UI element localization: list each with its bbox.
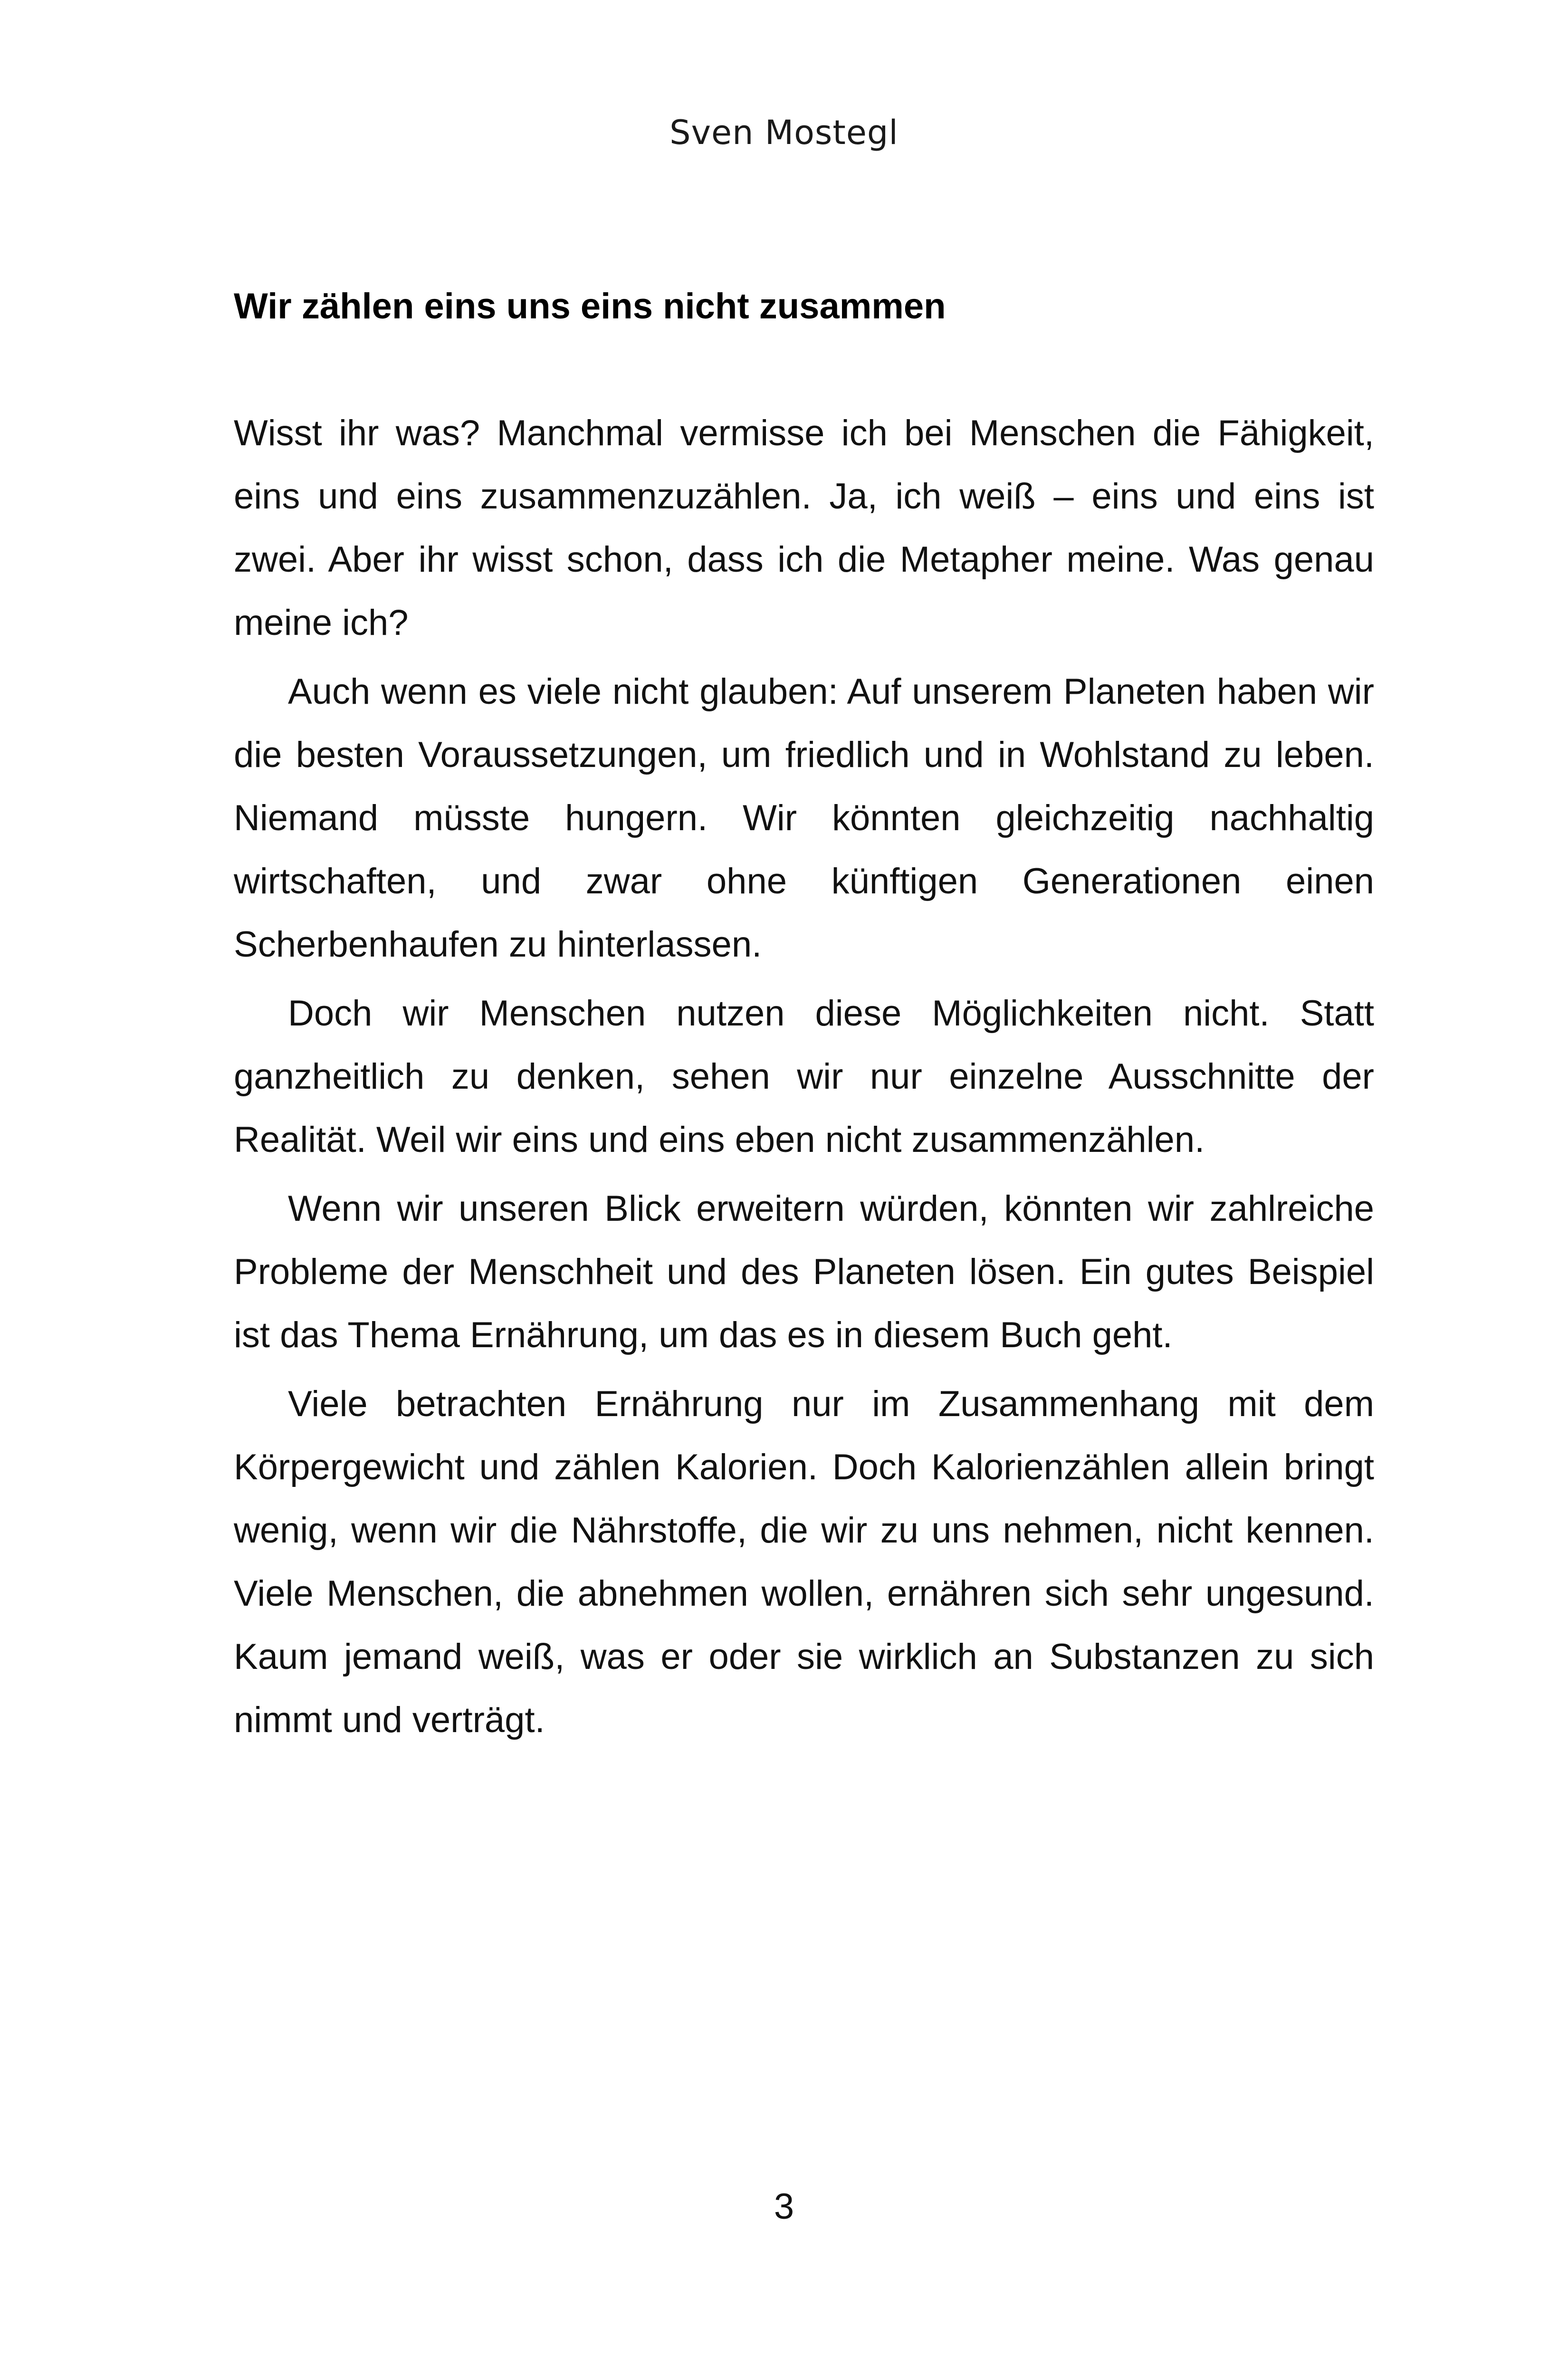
paragraph-1: Wisst ihr was? Manchmal vermisse ich bei Menschen die Fähigkeit, eins und eins zusammenzuzählen. Ja, ich weiß – eins und eins ist zwei. Aber ihr wisst schon, dass ich die Metapher meine. Was genau meine ich? (234, 413, 1374, 643)
page-number: 3 (774, 2186, 794, 2227)
paragraph-5: Viele betrachten Ernährung nur im Zusammenhang mit dem Körpergewicht und zählen Kalorien. Doch Kalorienzählen allein bringt wenig, wenn wir die Nährstoffe, die wir zu uns nehmen, nicht kennen. Viele Menschen, die abnehmen wollen, ernähren sich sehr ungesund. Kaum jemand weiß, was er oder sie wirklich an Substanzen zu sich nimmt und verträgt. (234, 1384, 1374, 1740)
paragraph-3: Doch wir Menschen nutzen diese Möglichkeiten nicht. Statt ganzheitlich zu denken, sehen wir nur einzelne Ausschnitte der Realität. Weil wir eins und eins eben nicht zusammenzählen. (234, 993, 1374, 1160)
chapter-title: Wir zählen eins uns eins nicht zusammen (234, 286, 946, 326)
paragraph-4: Wenn wir unseren Blick erweitern würden, könnten wir zahlreiche Probleme der Menschheit und des Planeten lösen. Ein gutes Beispiel ist das Thema Ernährung, um das es in diesem Buch geht. (234, 1188, 1374, 1355)
paragraph-2: Auch wenn es viele nicht glauben: Auf unserem Planeten haben wir die besten Voraussetzungen, um friedlich und in Wohlstand zu leben. Niemand müsste hungern. Wir könnten gleichzeitig nachhaltig wirtschaften, und zwar ohne künftigen Generationen einen Scherbenhaufen zu hinterlassen. (234, 671, 1374, 965)
running-header-author: Sven Mostegl (669, 113, 899, 152)
chapter-body (234, 402, 1374, 1752)
